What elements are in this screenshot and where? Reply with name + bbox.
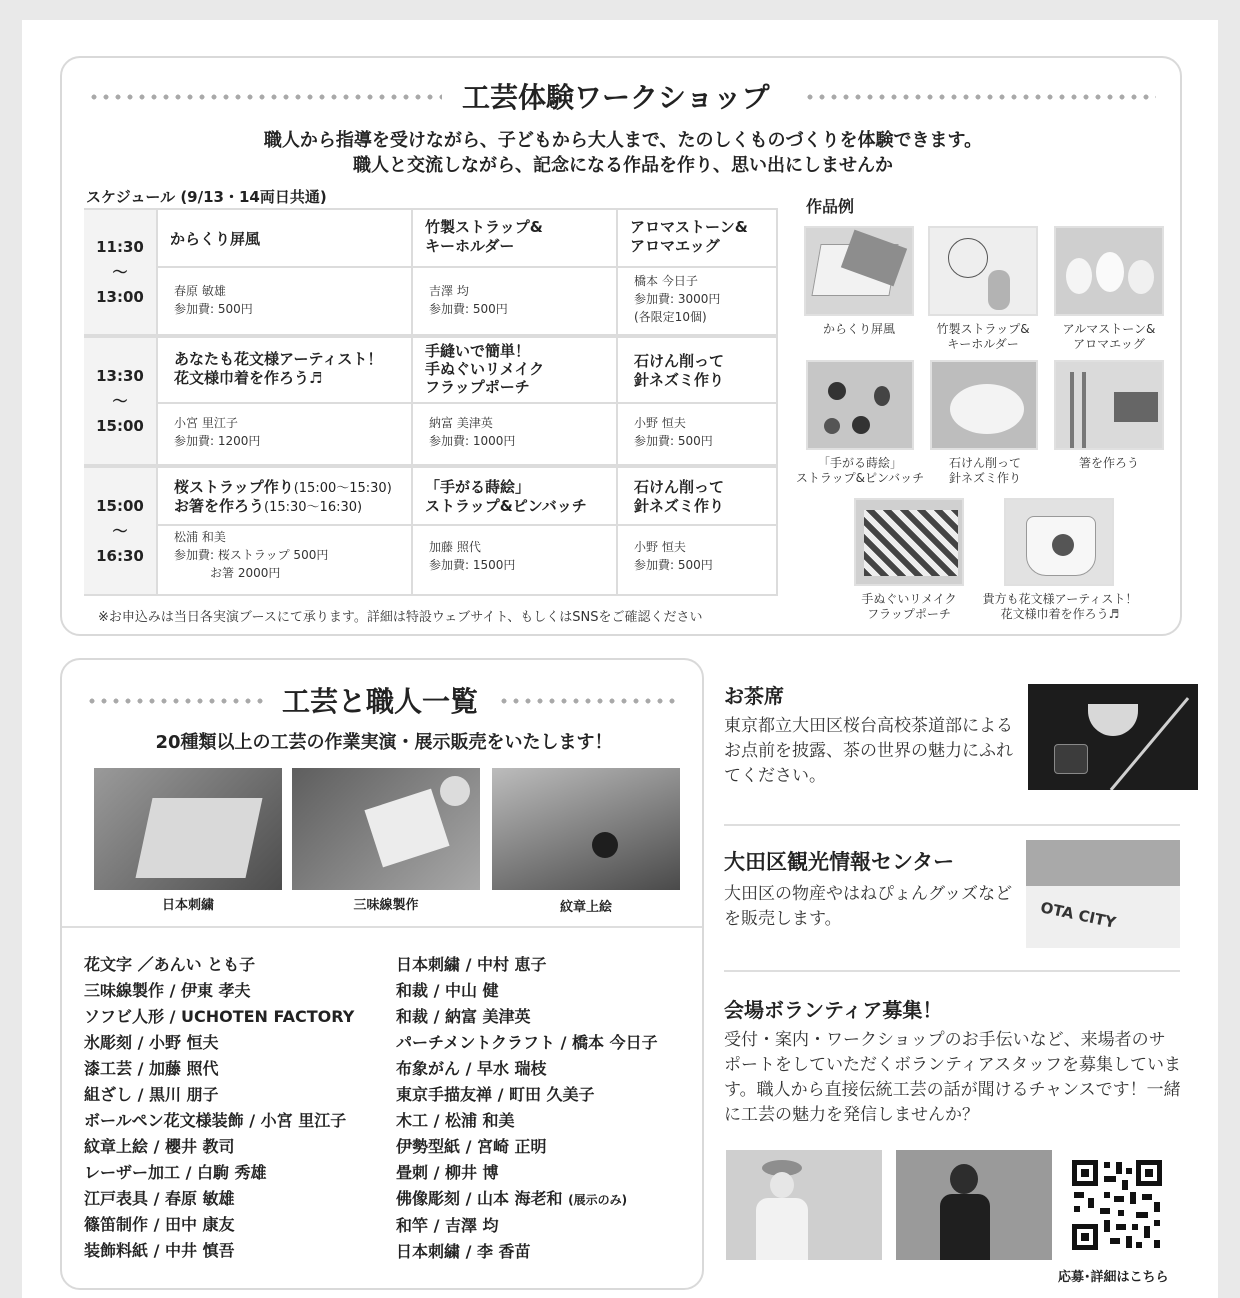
craft-photo-caption-2: 三味線製作 xyxy=(353,898,419,913)
workshop-tenugui-pouch-info: 納富 美津英 参加費: 1000円 xyxy=(413,404,616,464)
workshop-bamboo-strap-info: 吉澤 均 参加費: 500円 xyxy=(413,268,616,334)
crafts-divider xyxy=(62,926,702,928)
qr-caption: 応募･詳細はこちら xyxy=(1058,1270,1169,1285)
crafts-list-left: 花文字 ／あんい とも子 三味線製作 / 伊東 孝夫 ソフビ人形 / UCHOTEN FACTORY 氷彫刻 / 小野 恒夫 漆工芸 / 加藤 照代 組ざし / 黒川 朋子 ボールペン花文様装飾 / 小宮 里江子 紋章上絵 / 櫻井 教司 レーザー加工 / 白駒 秀雄 江戸表具 / 春原 敏雄 篠笛制作 / 田中 康友 装飾料紙 / 中井 慎吾 xyxy=(84,955,355,1260)
example-caption-1: からくり屏風 xyxy=(822,322,895,336)
tourism-title: 大田区観光情報センター xyxy=(724,850,955,874)
tea-text: 東京都立大田区桜台高校茶道部によるお点前を披露、茶の世界の魅力にふれてください。 xyxy=(724,716,1013,786)
example-chopsticks-photo xyxy=(1054,360,1164,450)
workshop-sakura-chopsticks: 桜ストラップ作り(15:00〜15:30) お箸を作ろう(15:30〜16:30) xyxy=(158,468,411,524)
workshop-flower-pouch: あなたも花文様アーティスト！ 花文様巾着を作ろう♬ xyxy=(158,338,411,402)
crafts-list-right: 日本刺繍 / 中村 恵子 和裁 / 中山 健 和裁 / 納富 美津英 パーチメントクラフト / 橋本 今日子 布象がん / 早水 瑞枝 東京手描友禅 / 町田 久美子 木工 / 松浦 和美 伊勢型紙 / 宮崎 正明 畳刺 / 柳井 博 佛像彫刻 / 山本 海老和 (展示のみ) 和竿 / 吉澤 均 日本刺繍 / 李 香苗 xyxy=(396,955,658,1261)
volunteer-title: 会場ボランティア募集！ xyxy=(724,998,943,1022)
workshop-karakuri: からくり屏風 xyxy=(158,210,411,266)
craft-photo-caption-3: 紋章上絵 xyxy=(559,900,612,915)
workshop-sakura-chopsticks-info: 松浦 和美 参加費: 桜ストラップ 500円 お箸 2000円 xyxy=(158,526,411,594)
workshop-karakuri-info: 春原 敏雄 参加費: 500円 xyxy=(158,268,411,334)
tea-photo xyxy=(1028,684,1198,790)
workshop-soap-hedgehog-2: 石けん削って 針ネズミ作り xyxy=(618,468,776,524)
craft-photo-shamisen xyxy=(292,768,480,890)
example-tenugui-photo xyxy=(854,498,964,586)
crafts-dots-left xyxy=(86,698,266,704)
time-slot-1: 11:30 〜 13:00 xyxy=(84,210,156,334)
workshop-intro-1: 職人から指導を受けながら、子どもから大人まで、たのしくものづくりを体験できます。 xyxy=(263,130,983,151)
workshop-soap-hedgehog-1-info: 小野 恒夫 参加費: 500円 xyxy=(618,404,776,464)
crafts-dots-right xyxy=(498,698,678,704)
example-maki-e-photo xyxy=(806,360,914,450)
craft-photo-crest xyxy=(492,768,680,890)
workshop-maki-e-strap: 「手がる蒔絵」 ストラップ&ピンバッチ xyxy=(413,468,616,524)
example-caption-6: 箸を作ろう xyxy=(1078,456,1139,470)
schedule-label: スケジュール (9/13・14両日共通) xyxy=(86,188,327,206)
example-aroma-photo xyxy=(1054,226,1164,316)
workshop-soap-hedgehog-1: 石けん削って 針ネズミ作り xyxy=(618,338,776,402)
crafts-card xyxy=(60,658,704,1290)
time-slot-3: 15:00 〜 16:30 xyxy=(84,468,156,594)
side-divider-1 xyxy=(724,824,1180,826)
workshop-aroma-stone: アロマストーン& アロマエッグ xyxy=(618,210,776,266)
workshop-aroma-stone-info: 橋本 今日子 参加費: 3000円 (各限定10個) xyxy=(618,268,776,334)
examples-label: 作品例 xyxy=(806,197,855,216)
ota-city-sign: OTA CITY xyxy=(1038,898,1118,932)
example-caption-3: アルマストーン& アロマエッグ xyxy=(1062,322,1156,351)
workshop-tenugui-pouch: 手縫いで簡単！ 手ぬぐいリメイク フラップポーチ xyxy=(413,338,616,402)
volunteer-photo-1 xyxy=(726,1150,882,1260)
crafts-title: 工芸と職人一覧 xyxy=(282,685,479,718)
workshop-note: ※お申込みは当日各実演ブースにて承ります。詳細は特設ウェブサイト、もしくはSNSをご確認ください xyxy=(98,610,703,625)
example-bamboo-photo xyxy=(928,226,1038,316)
workshop-flower-pouch-info: 小宮 里江子 参加費: 1200円 xyxy=(158,404,411,464)
tea-title: お茶席 xyxy=(724,684,784,708)
schedule-table xyxy=(84,208,778,596)
volunteer-photo-2 xyxy=(896,1150,1052,1260)
example-caption-8: 貴方も花文様アーティスト！ 花文様巾着を作ろう♬ xyxy=(982,592,1138,621)
workshop-soap-hedgehog-2-info: 小野 恒夫 参加費: 500円 xyxy=(618,526,776,594)
title-dots-right xyxy=(804,94,1156,100)
workshop-bamboo-strap: 竹製ストラップ& キーホルダー xyxy=(413,210,616,266)
tourism-photo xyxy=(1026,840,1180,948)
title-dots-left xyxy=(88,94,442,100)
qr-code-icon[interactable] xyxy=(1070,1158,1164,1252)
example-kinchaku-photo xyxy=(1004,498,1114,586)
example-caption-7: 手ぬぐいリメイク フラップポーチ xyxy=(861,592,957,621)
craft-photo-caption-1: 日本刺繍 xyxy=(161,898,214,913)
example-caption-2: 竹製ストラップ& キーホルダー xyxy=(936,322,1030,351)
example-caption-4: 「手がる蒔絵」 ストラップ&ピンバッチ xyxy=(795,456,925,485)
tourism-text: 大田区の物産やはねぴょんグッズなどを販売します。 xyxy=(724,884,1013,929)
volunteer-text: 受付・案内・ワークショップのお手伝いなど、来場者のサポートをしていただくボランティアスタッフを募集しています。職人から直接伝統工芸の話が聞けるチャンスです！一緒に工芸の魅力を発信しませんか？ xyxy=(724,1030,1181,1125)
workshop-card xyxy=(60,56,1182,636)
example-karakuri-photo xyxy=(804,226,914,316)
workshop-maki-e-strap-info: 加藤 照代 参加費: 1500円 xyxy=(413,526,616,594)
crafts-subtitle: 20種類以上の工芸の作業実演・展示販売をいたします！ xyxy=(155,732,613,753)
craft-photo-embroidery xyxy=(94,768,282,890)
workshop-title: 工芸体験ワークショップ xyxy=(462,81,770,114)
example-caption-5: 石けん削って 針ネズミ作り xyxy=(948,456,1021,485)
flyer-sheet xyxy=(22,20,1218,1298)
workshop-intro-2: 職人と交流しながら、記念になる作品を作り、思い出にしませんか xyxy=(353,155,893,176)
example-hedgehog-photo xyxy=(930,360,1038,450)
time-slot-2: 13:30 〜 15:00 xyxy=(84,338,156,464)
side-divider-2 xyxy=(724,970,1180,972)
